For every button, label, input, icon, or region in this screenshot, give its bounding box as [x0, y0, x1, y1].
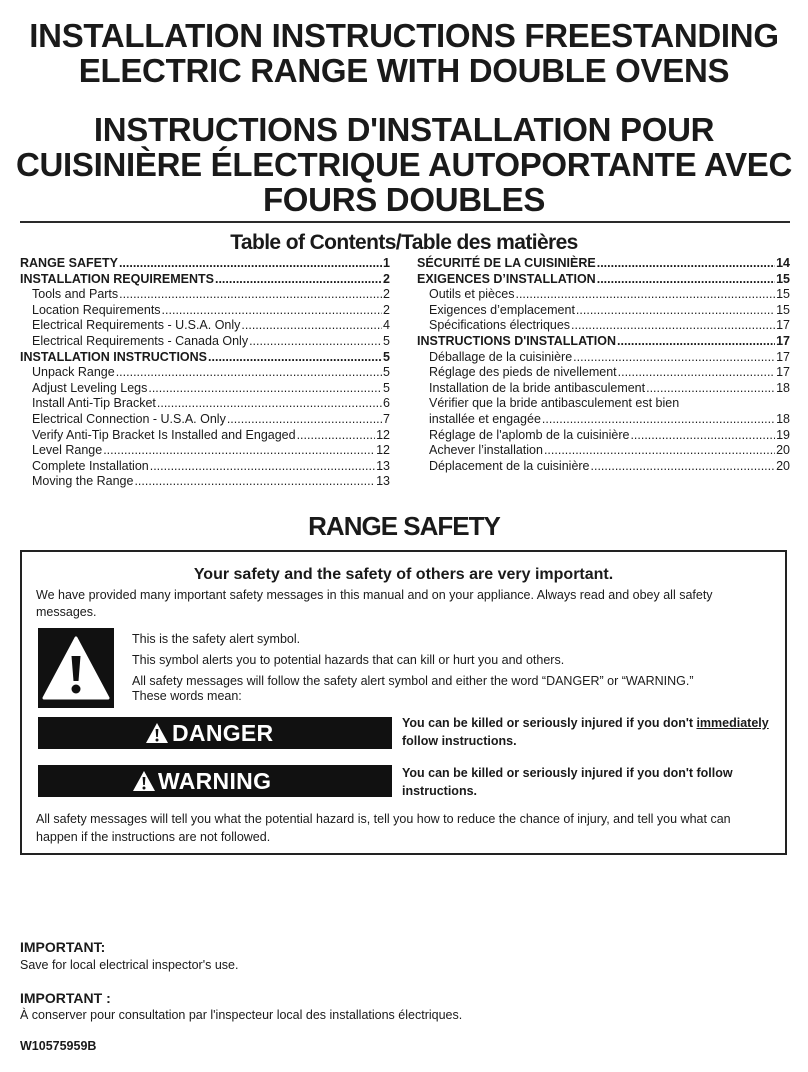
- toc-leader-dots: [134, 474, 375, 490]
- toc-entry-label: INSTRUCTIONS D'INSTALLATION: [417, 333, 617, 348]
- toc-entry[interactable]: [20, 272, 390, 288]
- toc-leader-dots: [617, 334, 775, 350]
- toc-leader-dots: [162, 303, 383, 319]
- toc-entry-label: Electrical Requirements - U.S.A. Only: [32, 318, 241, 333]
- toc-entry[interactable]: [417, 381, 790, 397]
- divider-rule: [20, 221, 790, 223]
- toc-entry-label: Vérifier que la bride antibasculement est bien: [429, 396, 680, 411]
- toc-entry-page: 20: [776, 443, 790, 458]
- toc-entry-page: 5: [383, 365, 390, 380]
- toc-entry-page: 2: [383, 271, 390, 286]
- toc-entry-label-cont: installée et engagée: [429, 411, 541, 426]
- toc-entry-label: Réglage des pieds de nivellement: [429, 365, 617, 380]
- toc-entry-label: Verify Anti-Tip Bracket Is Installed and Engaged: [32, 427, 296, 442]
- alert-line-1: This is the safety alert symbol.: [132, 632, 301, 646]
- toc-entry[interactable]: [20, 318, 390, 334]
- toc-entry[interactable]: [417, 459, 790, 475]
- toc-entry-label: Tools and Parts: [32, 287, 119, 302]
- title-english-line-1: INSTALLATION INSTRUCTIONS FREESTANDING: [29, 17, 779, 54]
- important-fr-heading: IMPORTANT :: [20, 990, 111, 1006]
- warning-signal-bar: [38, 765, 392, 797]
- warning-label: WARNING: [158, 767, 272, 794]
- toc-leader-dots: [227, 412, 382, 428]
- toc-entry[interactable]: [20, 303, 390, 319]
- toc-leader-dots: [150, 459, 375, 475]
- toc-entry[interactable]: [417, 350, 790, 366]
- toc-entry-label: Unpack Range: [32, 365, 115, 380]
- toc-entry[interactable]: [417, 256, 790, 272]
- toc-entry-page: 12: [376, 427, 390, 442]
- toc-leader-dots: [208, 350, 382, 366]
- toc-right-column: [417, 256, 790, 474]
- toc-leader-dots: [241, 318, 382, 334]
- safety-box-heading: Your safety and the safety of others are very important.: [193, 566, 614, 583]
- toc-entry-page: 15: [776, 271, 790, 286]
- danger-description: [402, 714, 772, 750]
- title-french-line-1: INSTRUCTIONS D'INSTALLATION POUR: [93, 111, 715, 148]
- toc-entry-page: 17: [776, 365, 790, 380]
- toc-entry[interactable]: [20, 428, 390, 444]
- toc-entry-label: SÉCURITÉ DE LA CUISINIÈRE: [417, 256, 596, 270]
- toc-entry-page: 15: [776, 287, 790, 302]
- toc-entry-page: 18: [776, 380, 790, 395]
- title-french-line-3: FOURS DOUBLES: [262, 181, 546, 218]
- danger-text-underlined: immediately: [696, 716, 769, 730]
- toc-entry-page: 13: [376, 474, 390, 489]
- toc-entry[interactable]: [417, 272, 790, 288]
- toc-entry-page: 5: [383, 349, 390, 364]
- toc-entry[interactable]: [20, 443, 390, 459]
- toc-entry-label: Exigences d’emplacement: [429, 302, 575, 317]
- toc-entry[interactable]: [20, 381, 390, 397]
- toc-entry-page: 4: [383, 318, 390, 333]
- toc-entry-page: 14: [776, 256, 790, 270]
- important-en-text: Save for local electrical inspector's use.: [20, 958, 239, 972]
- title-english-line-2: ELECTRIC RANGE WITH DOUBLE OVENS: [78, 52, 730, 89]
- toc-entry-label: RANGE SAFETY: [20, 256, 118, 270]
- title-french-line-2: CUISINIÈRE ÉLECTRIQUE AUTOPORTANTE AVEC: [15, 146, 793, 183]
- toc-entry-page: 12: [376, 443, 390, 458]
- alert-line-2: This symbol alerts you to potential hazards that can kill or hurt you and others.: [132, 653, 565, 667]
- toc-entry-label: INSTALLATION REQUIREMENTS: [20, 271, 214, 286]
- toc-leader-dots: [591, 459, 776, 475]
- toc-entry-page: 7: [383, 411, 390, 426]
- danger-label: DANGER: [172, 719, 274, 746]
- toc-leader-dots: [148, 381, 382, 397]
- safety-intro: We have provided many important safety messages in this manual and on your appliance. Always read and obey all safety messages.: [36, 588, 713, 619]
- toc-entry[interactable]: [417, 334, 790, 350]
- toc-entry[interactable]: [417, 303, 790, 319]
- toc-entry-label: Electrical Requirements - Canada Only: [32, 333, 249, 348]
- toc-entry-label: Déballage de la cuisinière: [429, 349, 573, 364]
- toc-leader-dots: [597, 272, 775, 288]
- toc-entry-page: 5: [383, 333, 390, 348]
- toc-entry-label: Complete Installation: [32, 458, 149, 473]
- toc-leader-dots: [119, 287, 382, 303]
- safety-box: [20, 550, 787, 855]
- toc-entry-label: Réglage de l'aplomb de la cuisinière: [429, 427, 630, 442]
- toc-entry-page: 1: [383, 256, 390, 270]
- toc-entry-label: EXIGENCES D’INSTALLATION: [417, 271, 596, 286]
- toc-entry[interactable]: [20, 287, 390, 303]
- danger-alert-icon: [145, 722, 169, 744]
- toc-entry-page: 2: [383, 287, 390, 302]
- toc-leader-dots: [157, 396, 382, 412]
- toc-entry-page: 15: [776, 302, 790, 317]
- toc-entry-page: 5: [383, 380, 390, 395]
- toc-leader-dots: [116, 365, 382, 381]
- toc-left-column: [20, 256, 390, 490]
- important-fr-text: À conserver pour consultation par l'inspecteur local des installations électriques.: [20, 1008, 463, 1022]
- toc-entry-label: Level Range: [32, 443, 103, 458]
- toc-entry-label: Electrical Connection - U.S.A. Only: [32, 411, 226, 426]
- toc-entry[interactable]: [20, 350, 390, 366]
- toc-entry-page: 6: [383, 396, 390, 411]
- toc-leader-dots: [515, 287, 775, 303]
- toc-entry-label: Location Requirements: [32, 302, 161, 317]
- toc-entry[interactable]: [20, 365, 390, 381]
- toc-entry-page: 13: [376, 458, 390, 473]
- safety-alert-icon: [38, 628, 114, 708]
- safety-footer: All safety messages will tell you what the potential hazard is, tell you how to reduce the chance of injury, and tell you what can happen if the instructions are not followed.: [36, 812, 731, 844]
- toc-leader-dots: [576, 303, 775, 319]
- toc-entry[interactable]: [20, 334, 390, 350]
- section-heading-range-safety: RANGE SAFETY: [308, 511, 500, 541]
- toc-entry[interactable]: [417, 396, 790, 427]
- toc-entry[interactable]: [20, 474, 390, 490]
- warning-alert-icon: [132, 770, 156, 792]
- danger-signal-bar: [38, 717, 392, 749]
- toc-entry-label: Outils et pièces: [429, 287, 515, 302]
- toc-entry-label: INSTALLATION INSTRUCTIONS: [20, 349, 208, 364]
- toc-entry-page: 17: [776, 349, 790, 364]
- toc-entry[interactable]: [20, 459, 390, 475]
- toc-leader-dots: [630, 428, 775, 444]
- toc-title: Table of Contents/Table des matières: [230, 231, 578, 254]
- danger-text-part-1: You can be killed or seriously injured if you don't: [402, 716, 697, 730]
- toc-entry-label: Install Anti-Tip Bracket: [32, 396, 156, 411]
- toc-entry-page: 2: [383, 302, 390, 317]
- important-en-heading: IMPORTANT:: [20, 939, 106, 955]
- title-french: [0, 112, 808, 217]
- toc-leader-dots: [297, 428, 376, 444]
- toc-leader-dots: [646, 381, 775, 397]
- toc-leader-dots: [571, 318, 775, 334]
- toc-entry-label: Déplacement de la cuisinière: [429, 458, 590, 473]
- toc-leader-dots: [544, 443, 775, 459]
- toc-leader-dots: [542, 412, 775, 428]
- toc-entry[interactable]: [20, 256, 390, 272]
- toc-entry-label: Spécifications électriques: [429, 318, 571, 333]
- toc-leader-dots: [103, 443, 375, 459]
- toc-entry-page: 18: [776, 411, 790, 426]
- toc-entry-label: Adjust Leveling Legs: [32, 380, 148, 395]
- alert-line-3: [132, 674, 772, 704]
- toc-entry-label: Moving the Range: [32, 474, 134, 489]
- toc-entry[interactable]: [20, 396, 390, 412]
- part-number: W10575959B: [20, 1039, 97, 1053]
- danger-text-part-2: follow instructions.: [402, 734, 517, 748]
- toc-entry[interactable]: [417, 318, 790, 334]
- toc-entry[interactable]: [417, 287, 790, 303]
- toc-leader-dots: [573, 350, 775, 366]
- toc-entry-page: 17: [776, 333, 790, 348]
- toc-leader-dots: [119, 256, 382, 272]
- toc-entry-label: Achever l’installation: [429, 443, 543, 458]
- warning-description: You can be killed or seriously injured if you don't follow instructions.: [402, 766, 733, 798]
- toc-entry-page: 17: [776, 318, 790, 333]
- toc-entry-label: Installation de la bride antibasculement: [429, 380, 646, 395]
- toc-leader-dots: [618, 365, 775, 381]
- toc-leader-dots: [215, 272, 382, 288]
- toc-entry[interactable]: [417, 365, 790, 381]
- toc-leader-dots: [249, 334, 382, 350]
- toc-entry-page: 19: [776, 427, 790, 442]
- toc-entry[interactable]: [20, 412, 390, 428]
- toc-entry[interactable]: [417, 443, 790, 459]
- title-english: [0, 18, 808, 88]
- toc-entry[interactable]: [417, 428, 790, 444]
- alert-line-3-text: All safety messages will follow the safety alert symbol and either the word “DANGER” or “WARNING.”: [132, 674, 694, 688]
- toc-leader-dots: [597, 256, 775, 272]
- toc-entry-page: 20: [776, 458, 790, 473]
- alert-line-4-text: These words mean:: [132, 689, 242, 703]
